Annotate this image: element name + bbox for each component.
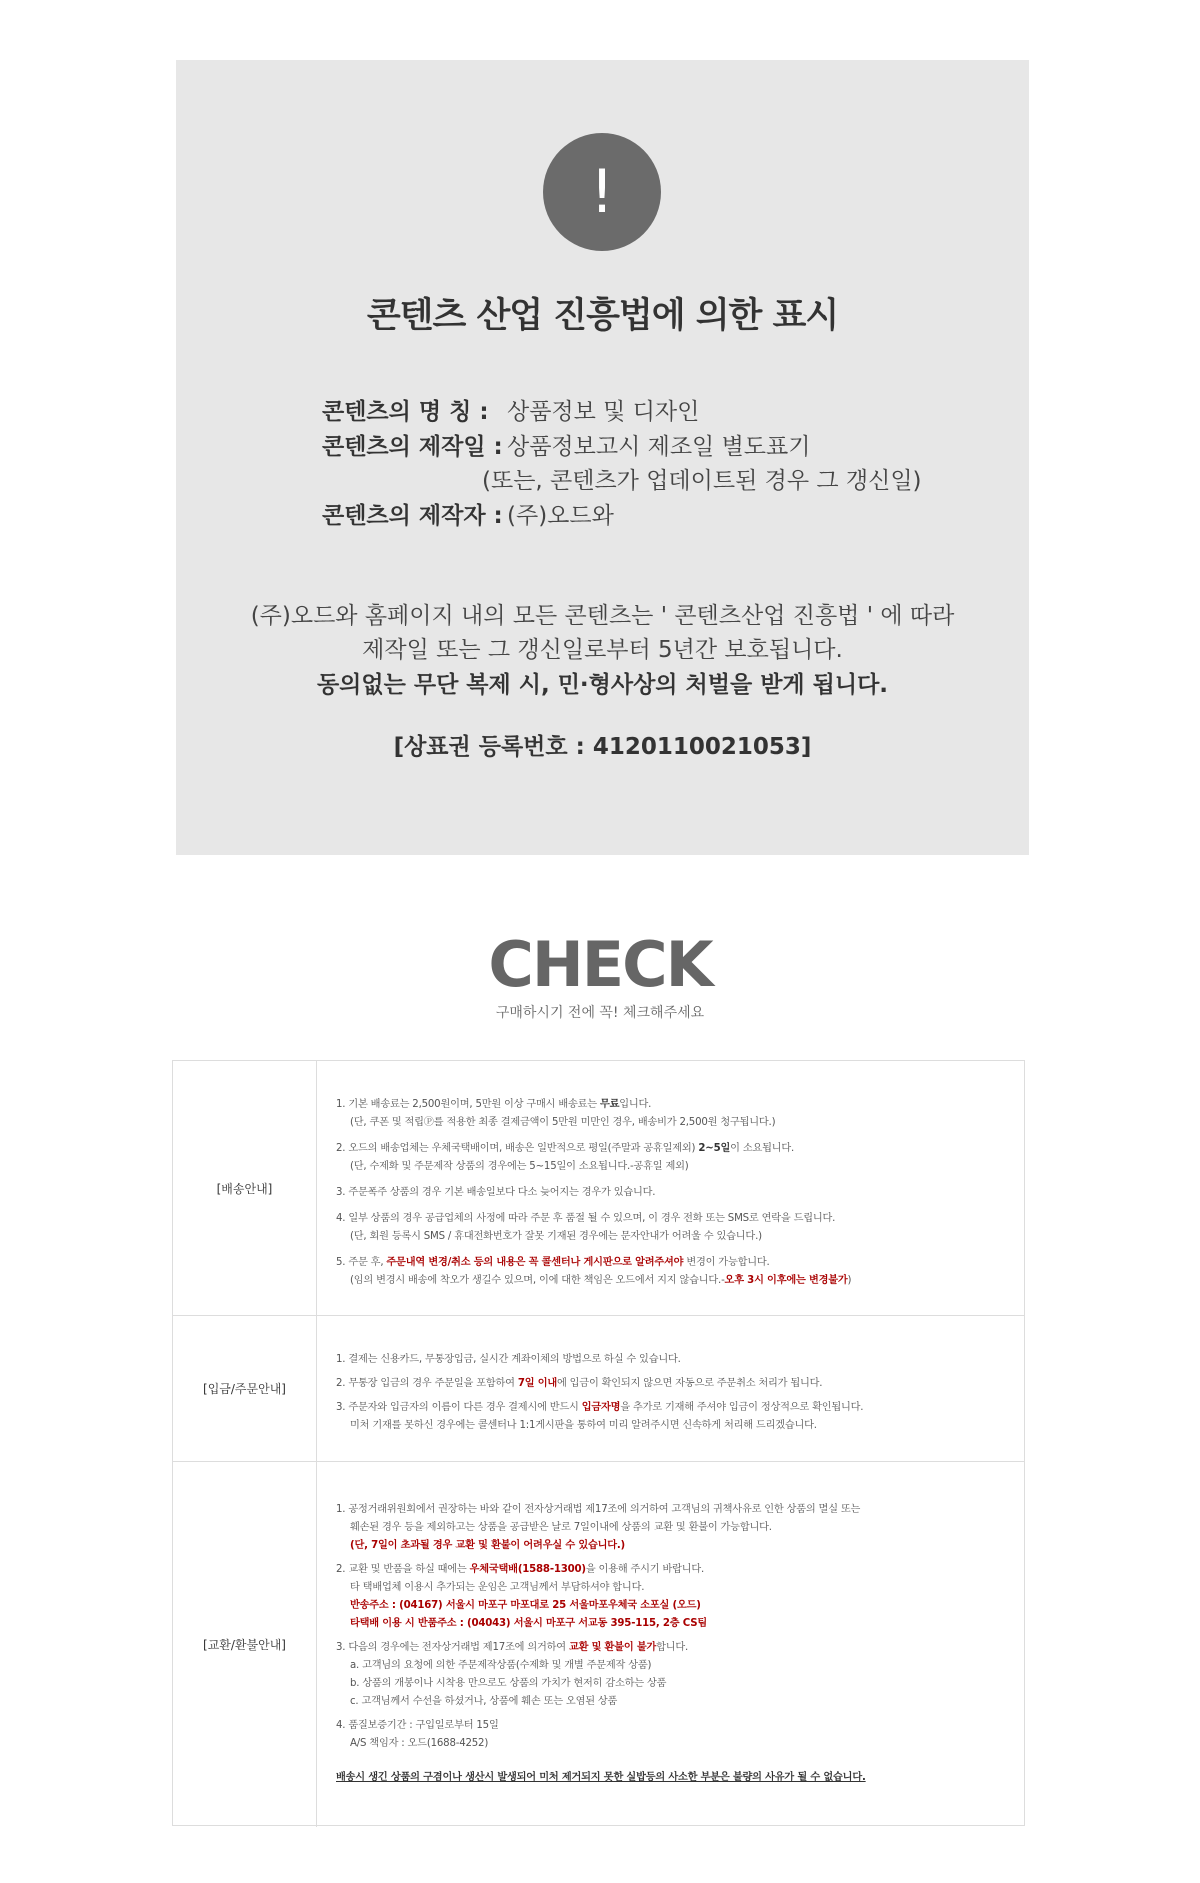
text: 5. 주문 후,: [336, 1257, 387, 1268]
notice-description-line: 제작일 또는 그 갱신일로부터 5년간 보호됩니다.: [362, 637, 843, 663]
other-courier-return-address: 타택배 이용 시 반품주소 : (04043) 서울시 마포구 서교동 395-115, 2층 CS팀: [350, 1618, 708, 1629]
info-line: 1. 공정거래위원회에서 권장하는 바와 같이 전자상거래법 제17조에 의거하여 고객님의 귀책사유로 인한 상품의 멸실 또는: [336, 1504, 861, 1515]
check-table: [172, 1060, 1025, 1826]
notice-warning-line: 동의없는 무단 복제 시, 민·형사상의 처벌을 받게 됩니다.: [316, 672, 889, 698]
text: 2. 오드의 배송업체는 우체국택배이며, 배송은 일반적으로 평일(주말과 공휴일제외): [336, 1143, 699, 1154]
section-shipping: [173, 1061, 1024, 1315]
info-line: [336, 1374, 822, 1389]
check-subtitle: 구매하시기 전에 꼭! 체크해주세요: [495, 1005, 705, 1021]
info-label: 콘텐츠의 명 칭 :: [322, 399, 489, 425]
info-line: [336, 1398, 863, 1413]
notice-description-line: (주)오드와 홈페이지 내의 모든 콘텐츠는 ' 콘텐츠산업 진흥법 ' 에 따라: [250, 603, 955, 629]
text: (임의 변경시 배송에 착오가 생길수 있으며, 이에 대한 책임은 오드에서 지지 않습니다.-: [350, 1275, 725, 1286]
info-line: 미처 기재를 못하신 경우에는 콜센터나 1:1게시판을 통하여 미리 알려주시면 신속하게 처리해 드리겠습니다.: [350, 1420, 817, 1431]
info-row-date: [322, 428, 810, 461]
section-refund: [173, 1461, 1024, 1827]
info-line: a. 고객님의 요청에 의한 주문제작상품(수제화 및 개별 주문제작 상품): [350, 1660, 652, 1671]
section-label: [교환/환불안내]: [173, 1462, 317, 1827]
text: 2. 무통장 입금의 경우 주문일을 포함하여: [336, 1378, 518, 1389]
info-line: (단, 쿠폰 및 적립Ⓟ를 적용한 최종 결제금액이 5만원 미만인 경우, 배송비가 2,500원 청구됩니다.): [350, 1117, 776, 1128]
warning-text: 7일 이내: [517, 1378, 557, 1389]
info-line: (단, 수제화 및 주문제작 상품의 경우에는 5~15일이 소요됩니다.-공휴일 제외): [350, 1161, 689, 1172]
highlight-text: 2~5일: [698, 1143, 731, 1154]
defect-disclaimer: 배송시 생긴 상품의 구겸이나 생산시 발생되어 미처 제거되지 못한 실밥등의 사소한 부분은 불량의 사유가 될 수 없습니다.: [336, 1772, 866, 1783]
info-line: b. 상품의 개봉이나 시착용 만으로도 상품의 가치가 현저히 감소하는 상품: [350, 1678, 667, 1689]
info-line: [336, 1560, 704, 1575]
info-value: (주)오드와: [507, 503, 614, 529]
info-line: 1. 결제는 신용카드, 무통장입금, 실시간 계좌이체의 방법으로 하실 수 있습니다.: [336, 1354, 681, 1365]
text: ): [847, 1275, 852, 1286]
text: 을 이용해 주시기 바랍니다.: [585, 1564, 705, 1575]
return-address: 반송주소 : (04167) 서울시 마포구 마포대로 25 서울마포우체국 소포실 (오드): [350, 1600, 701, 1611]
text: 에 입금이 확인되지 않으면 자동으로 주문취소 처리가 됩니다.: [556, 1378, 823, 1389]
section-label: [입금/주문안내]: [173, 1316, 317, 1461]
warning-text: 교환 및 환불이 불가: [568, 1642, 657, 1653]
trademark-number: [상표권 등록번호 : 4120110021053]: [393, 734, 812, 760]
info-row-name: [322, 393, 699, 426]
info-line: 훼손된 경우 등을 제외하고는 상품을 공급받은 날로 7일이내에 상품의 교환 및 환불이 가능합니다.: [350, 1522, 772, 1533]
warning-text: 입금자명: [581, 1402, 621, 1413]
info-line: [350, 1271, 851, 1286]
text: 변경이 가능합니다.: [683, 1257, 770, 1268]
text: 1. 기본 배송료는 2,500원이며, 5만원 이상 구매시 배송료는: [336, 1099, 600, 1110]
text: 합니다.: [656, 1642, 689, 1653]
text: 2. 교환 및 반품을 하실 때에는: [336, 1564, 470, 1575]
warning-text: 우체국택배(1588-1300): [469, 1564, 586, 1575]
section-payment: [173, 1315, 1024, 1461]
info-label: 콘텐츠의 제작자 :: [322, 503, 503, 529]
info-line: [336, 1253, 770, 1268]
warning-line: (단, 7일이 초과될 경우 교환 및 환불이 어려우실 수 있습니다.): [350, 1540, 626, 1551]
info-line: A/S 책임자 : 오드(1688-4252): [350, 1738, 489, 1749]
info-line: 4. 품질보증기간 : 구입일로부터 15일: [336, 1720, 499, 1731]
info-value-continued: (또는, 콘텐츠가 업데이트된 경우 그 갱신일): [482, 468, 922, 494]
info-line: [336, 1638, 688, 1653]
info-line: (단, 회원 등록시 SMS / 휴대전화번호가 잘못 기재된 경우에는 문자안내가 어려울 수 있습니다.): [350, 1231, 762, 1242]
info-label: 콘텐츠의 제작일 :: [322, 434, 503, 460]
info-line: c. 고객님께서 수선을 하셨거나, 상품에 훼손 또는 오염된 상품: [350, 1696, 618, 1707]
warning-text: 주문내역 변경/취소 등의 내용은 꼭 콜센터나 게시판으로 알려주셔야: [386, 1257, 684, 1268]
section-label: [배송안내]: [173, 1061, 317, 1315]
text: 3. 다음의 경우에는 전자상거래법 제17조에 의거하여: [336, 1642, 569, 1653]
text: 입니다.: [619, 1099, 652, 1110]
info-line: [336, 1095, 651, 1110]
text: 이 소요됩니다.: [730, 1143, 795, 1154]
info-line: 타 택배업체 이용시 추가되는 운임은 고객님께서 부담하셔야 합니다.: [350, 1582, 645, 1593]
highlight-text: 무료: [599, 1099, 620, 1110]
check-title: CHECK: [488, 928, 712, 1001]
notice-title: 콘텐츠 산업 진흥법에 의한 표시: [366, 296, 839, 336]
info-line: 4. 일부 상품의 경우 공급업체의 사정에 따라 주문 후 품절 될 수 있으며, 이 경우 전화 또는 SMS로 연락을 드립니다.: [336, 1213, 836, 1224]
info-line: 3. 주문폭주 상품의 경우 기본 배송일보다 다소 늦어지는 경우가 있습니다.: [336, 1187, 656, 1198]
alert-icon: !: [543, 133, 661, 251]
info-value: 상품정보고시 제조일 별도표기: [507, 434, 811, 460]
info-row-maker: [322, 497, 614, 530]
text: 을 추가로 기재해 주셔야 입금이 정상적으로 확인됩니다.: [620, 1402, 864, 1413]
warning-text: 오후 3시 이후에는 변경불가: [724, 1275, 848, 1286]
info-value: 상품정보 및 디자인: [507, 399, 700, 425]
text: 3. 주문자와 입금자의 이름이 다른 경우 결제시에 반드시: [336, 1402, 582, 1413]
info-line: [336, 1139, 794, 1154]
content-notice-panel: [176, 60, 1029, 855]
